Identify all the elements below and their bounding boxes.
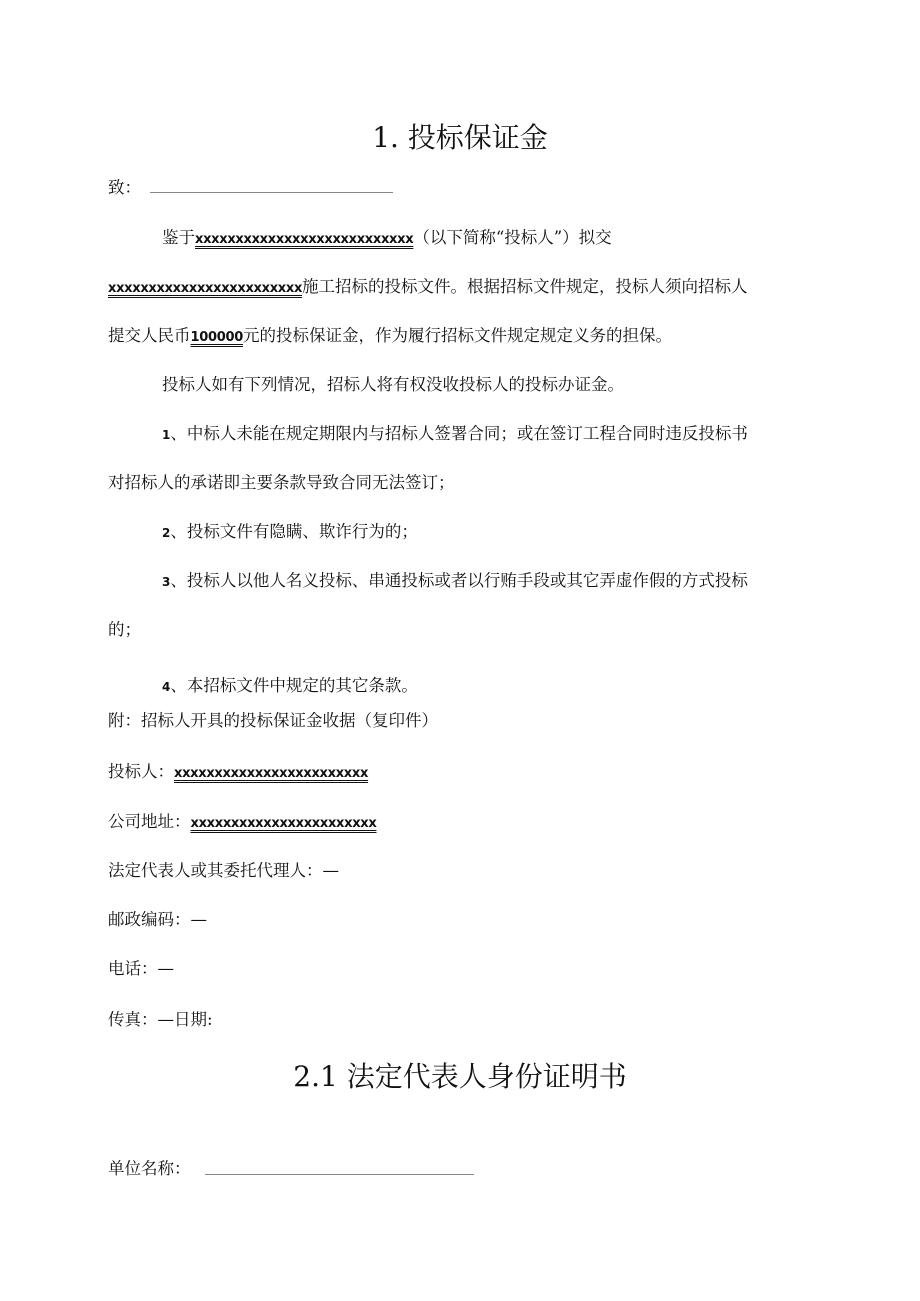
bond-amount: 100000 (190, 330, 243, 345)
address-value: xxxxxxxxxxxxxxxxxxxxxxx (190, 816, 377, 831)
item-3-text: 、投标人以他人名义投标、串通投标或者以行贿手段或其它弄虚作假的方式投标 (170, 571, 748, 590)
para1-line2-rest: 施工招标的投标文件。根据招标文件规定，投标人须向招标人 (302, 277, 748, 296)
address-label: 公司地址： (108, 812, 191, 831)
attachment-note: 附：招标人开具的投标保证金收据（复印件） (108, 711, 438, 730)
item-3-line1 (162, 569, 748, 594)
para1-line3-prefix: 提交人民币 (108, 326, 191, 345)
section-title-bid-bond: 1. 投标保证金 (372, 121, 548, 154)
bidder-value: xxxxxxxxxxxxxxxxxxxxxxxx (174, 766, 369, 781)
para1-mid: （以下简称“投标人”）拟交 (413, 228, 612, 247)
fax-date-line: 传真：—日期: (108, 1010, 213, 1029)
item-4-number: 4 (162, 680, 171, 694)
section-title-legal-rep-certificate: 2.1 法定代表人身份证明书 (293, 1060, 627, 1093)
address-line (108, 810, 376, 836)
item-3-line2: 的； (108, 620, 141, 639)
item-1-line2: 对招标人的承诺即主要条款导致合同无法签订； (108, 473, 455, 492)
item-4-text: 、本招标文件中规定的其它条款。 (170, 676, 418, 695)
postcode-line: 邮政编码：— (108, 910, 207, 929)
item-3-number: 3 (162, 575, 171, 589)
to-label: 致： (108, 178, 141, 197)
to-blank-line (150, 192, 393, 193)
project-name-fill: xxxxxxxxxxxxxxxxxxxxxxxx (108, 281, 303, 296)
bidder-line (108, 760, 368, 786)
item-2-text: 、投标文件有隐瞒、欺诈行为的； (170, 522, 418, 541)
unit-name-label: 单位名称： (108, 1159, 191, 1178)
phone-line: 电话：— (108, 959, 174, 978)
item-1-line1 (162, 422, 748, 447)
para1-line2 (108, 275, 748, 301)
bidder-label: 投标人： (108, 762, 174, 781)
item-1-text: 、中标人未能在规定期限内与招标人签署合同；或在签订工程合同时违反投标书 (170, 424, 748, 443)
para1-line1 (162, 226, 612, 252)
unit-name-blank-line (205, 1174, 474, 1175)
para1-line3-suffix: 元的投标保证金，作为履行招标文件规定规定义务的担保。 (242, 326, 672, 345)
item-2-line1 (162, 520, 418, 545)
para1-prefix: 鉴于 (162, 228, 195, 247)
item-4-line1 (162, 674, 418, 699)
bidder-name-fill: xxxxxxxxxxxxxxxxxxxxxxxxxxx (195, 232, 414, 247)
item-2-number: 2 (162, 526, 171, 540)
item-1-number: 1 (162, 428, 171, 442)
para1-line3 (108, 324, 672, 350)
para2: 投标人如有下列情况，招标人将有权没收投标人的投标办证金。 (162, 375, 624, 394)
legal-rep-line: 法定代表人或其委托代理人：— (108, 861, 339, 880)
